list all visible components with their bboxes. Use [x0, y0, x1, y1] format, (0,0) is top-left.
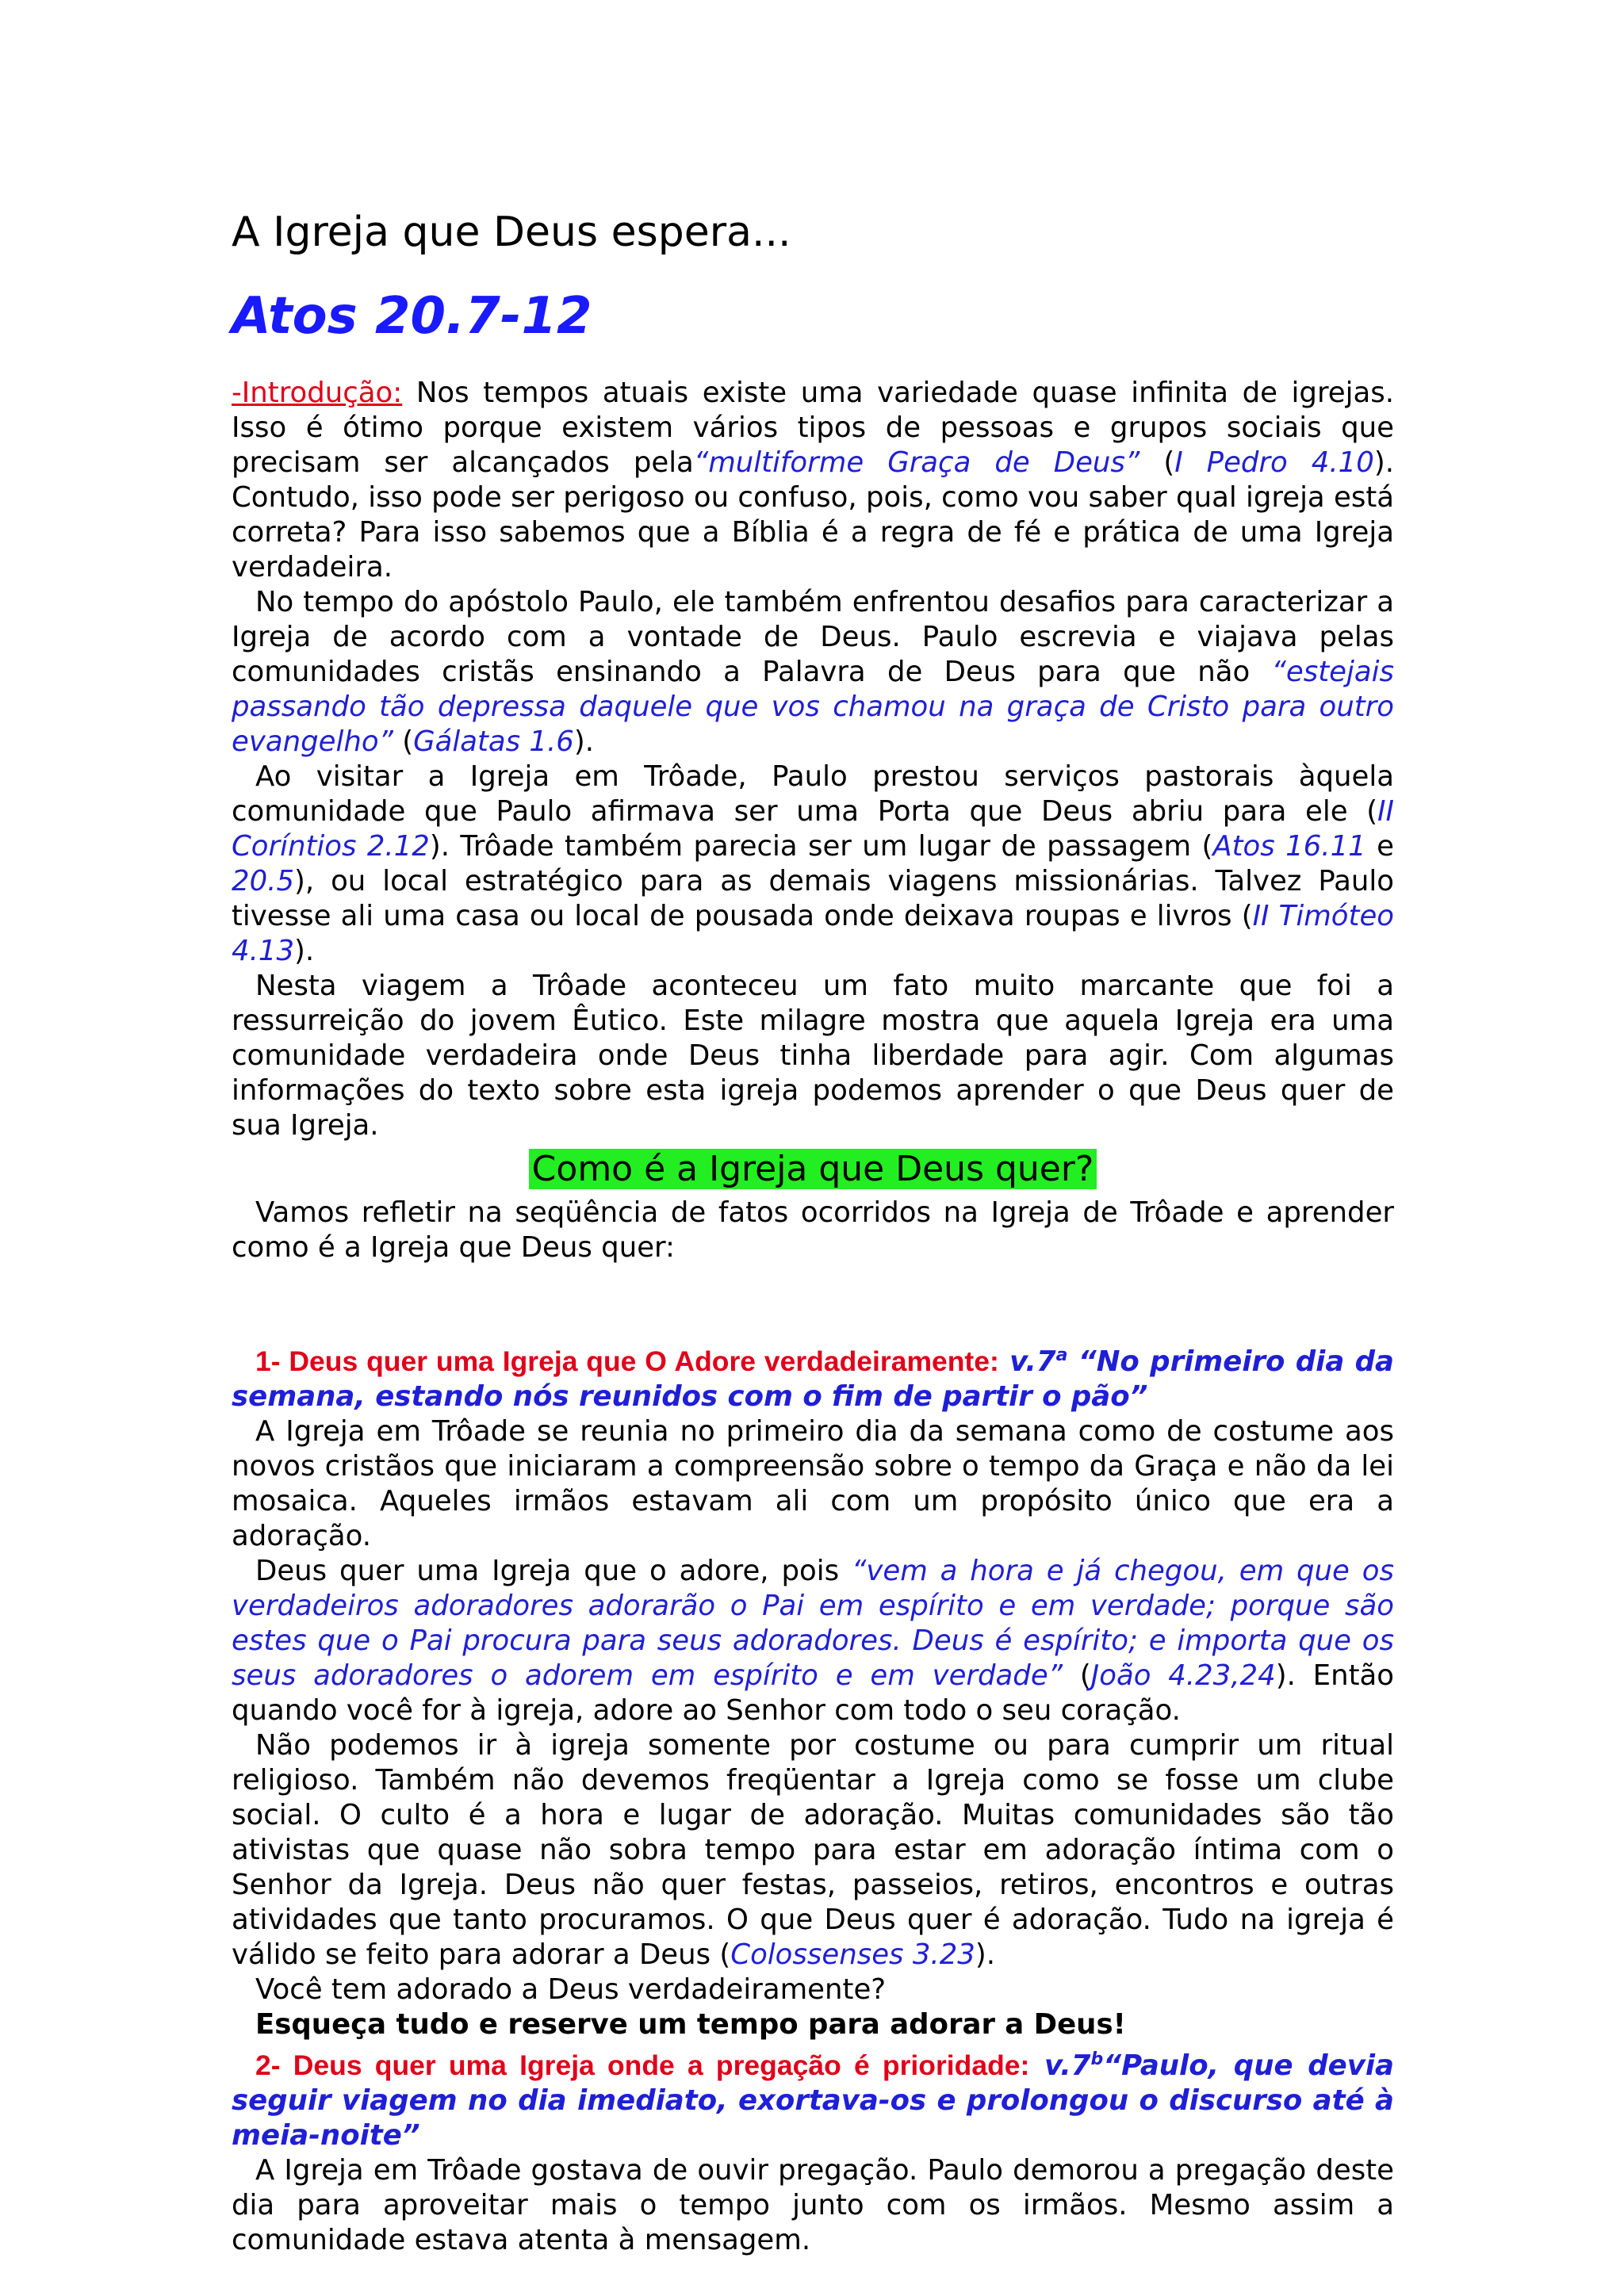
bible-quote: “estejais passando tão depressa daquele que vos chamou na graça de Cristo para outro evangelho”	[232, 656, 1394, 759]
paragraph-text: (	[1063, 1659, 1091, 1693]
intro-quote: “multiforme Graça de Deus”	[693, 446, 1140, 480]
bible-reference: 20.5	[232, 865, 295, 898]
intro-text: Nos tempos atuais existe uma variedade quase infinita de igrejas. Isso é ótimo porque existem vários tipos de pessoas e grupos sociais que precisam ser alcançados pela	[232, 377, 1394, 480]
paragraph-text: ).	[975, 1938, 996, 1972]
paragraph-3	[232, 760, 1394, 969]
paragraph-5: Vamos refletir na seqüência de fatos ocorridos na Igreja de Trôade e aprender como é a Igreja que Deus quer:	[232, 1196, 1394, 1265]
bible-reference: II Timóteo 4.13	[232, 900, 1395, 968]
document-title: Atos 20.7-12	[232, 287, 592, 346]
intro-text: (	[1139, 446, 1175, 480]
verse-quote: “Paulo, que devia seguir viagem no dia imediato, exortava-os e prolongou o discurso até à meia-noite”	[232, 2049, 1395, 2152]
paragraph-9: Você tem adorado a Deus verdadeiramente?	[255, 1973, 887, 2007]
paragraph-text: ), ou local estratégico para as demais viagens missionárias. Talvez Paulo tivesse ali uma casa ou local de pousada onde deixava roupas e livros (	[232, 865, 1394, 933]
document-subtitle: A Igreja que Deus espera...	[232, 209, 791, 256]
bible-reference: Colossenses 3.23	[730, 1938, 975, 1972]
spacer	[232, 1265, 1394, 1338]
document-page	[232, 208, 1394, 2258]
paragraph-text: ). Trôade também parecia ser um lugar de passagem (	[429, 830, 1213, 863]
paragraph-4: Nesta viagem a Trôade aconteceu um fato muito marcante que foi a ressurreição do jovem Êutico. Este milagre mostra que aquela Igreja era uma comunidade verdadeira onde Deus tinha liberdade para agir. Com algumas informações do texto sobre esta igreja podemos aprender o que Deus quer de sua Igreja.	[232, 970, 1394, 1142]
point-2-heading	[232, 2042, 1394, 2153]
point-label: 2- Deus quer uma Igreja onde a pregação é prioridade:	[255, 2049, 1030, 2082]
paragraph-text: Deus quer uma Igreja que o adore, pois	[255, 1555, 852, 1588]
paragraph-6: A Igreja em Trôade se reunia no primeiro dia da semana como de costume aos novos cristãos que iniciaram a compreensão sobre o tempo da Graça e não da lei mosaica. Aqueles irmãos estavam ali com um propósito único que era a adoração.	[232, 1415, 1394, 1553]
bible-reference: Gálatas 1.6	[413, 725, 574, 759]
verse-quote: “No primeiro dia da semana, estando nós reunidos com o fim de partir o pão”	[232, 1345, 1394, 1414]
section-heading: Como é a Igreja que Deus quer?	[529, 1149, 1097, 1189]
bible-reference: Atos 16.11	[1212, 830, 1366, 863]
verse-superscript: b	[1090, 2049, 1104, 2070]
bible-reference: João 4.23,24	[1090, 1659, 1276, 1693]
paragraph-text: ).	[573, 725, 595, 759]
paragraph-text: ). Então quando você for à igreja, adore ao Senhor com todo o seu coração.	[232, 1659, 1394, 1728]
bible-quote: “vem a hora e já chegou, em que os verdadeiros adoradores adorarão o Pai em espírito e em verdade; porque são estes que o Pai procura para seus adoradores. Deus é espírito; e importa que os seus adoradores o adorem em espírito e em verdade”	[232, 1555, 1394, 1693]
paragraph-text: ).	[294, 935, 315, 968]
verse-number: v.7	[998, 1345, 1056, 1379]
intro-paragraph	[232, 376, 1394, 585]
intro-label: -Introdução:	[232, 377, 403, 410]
paragraph-text: e	[1365, 830, 1394, 863]
paragraph-10: Esqueça tudo e reserve um tempo para adorar a Deus!	[255, 2008, 1126, 2042]
paragraph-text: Não podemos ir à igreja somente por costume ou para cumprir um ritual religioso. Também não devemos freqüentar a Igreja como se fosse um clube social. O culto é a hora e lugar de adoração. Muitas comunidades são tão ativistas que quase não sobra tempo para estar em adoração íntima com o Senhor da Igreja. Deus não quer festas, passeios, retiros, encontros e outras atividades que tanto procuramos. O que Deus quer é adoração. Tudo na igreja é válido se feito para adorar a Deus (	[232, 1729, 1394, 1972]
paragraph-11: A Igreja em Trôade gostava de ouvir pregação. Paulo demorou a pregação deste dia para aproveitar mais o tempo junto com os irmãos. Mesmo assim a comunidade estava atenta à mensagem.	[232, 2154, 1394, 2257]
bible-reference: II Coríntios 2.12	[232, 795, 1394, 863]
paragraph-text: No tempo do apóstolo Paulo, ele também enfrentou desafios para caracterizar a Igreja de acordo com a vontade de Deus. Paulo escrevia e viajava pelas comunidades cristãs ensinando a Palavra de Deus para que não	[232, 586, 1394, 689]
paragraph-7	[232, 1554, 1394, 1728]
paragraph-2	[232, 585, 1394, 760]
point-label: 1- Deus quer uma Igreja que O Adore verdadeiramente:	[255, 1345, 999, 1378]
bible-reference: I Pedro 4.10	[1174, 446, 1374, 480]
verse-number: v.7	[1029, 2049, 1091, 2083]
point-1-heading	[232, 1338, 1394, 1414]
verse-superscript: a	[1055, 1345, 1068, 1366]
intro-text: ). Contudo, isso pode ser perigoso ou confuso, pois, como vou saber qual igreja está correta? Para isso sabemos que a Bíblia é a regra de fé e prática de uma Igreja verdadeira.	[232, 446, 1394, 584]
paragraph-text: Ao visitar a Igreja em Trôade, Paulo prestou serviços pastorais àquela comunidade que Paulo afirmava ser uma Porta que Deus abriu para ele (	[232, 760, 1394, 828]
paragraph-text: (	[393, 725, 414, 759]
paragraph-8	[232, 1728, 1394, 1973]
section-heading-row	[232, 1148, 1394, 1191]
